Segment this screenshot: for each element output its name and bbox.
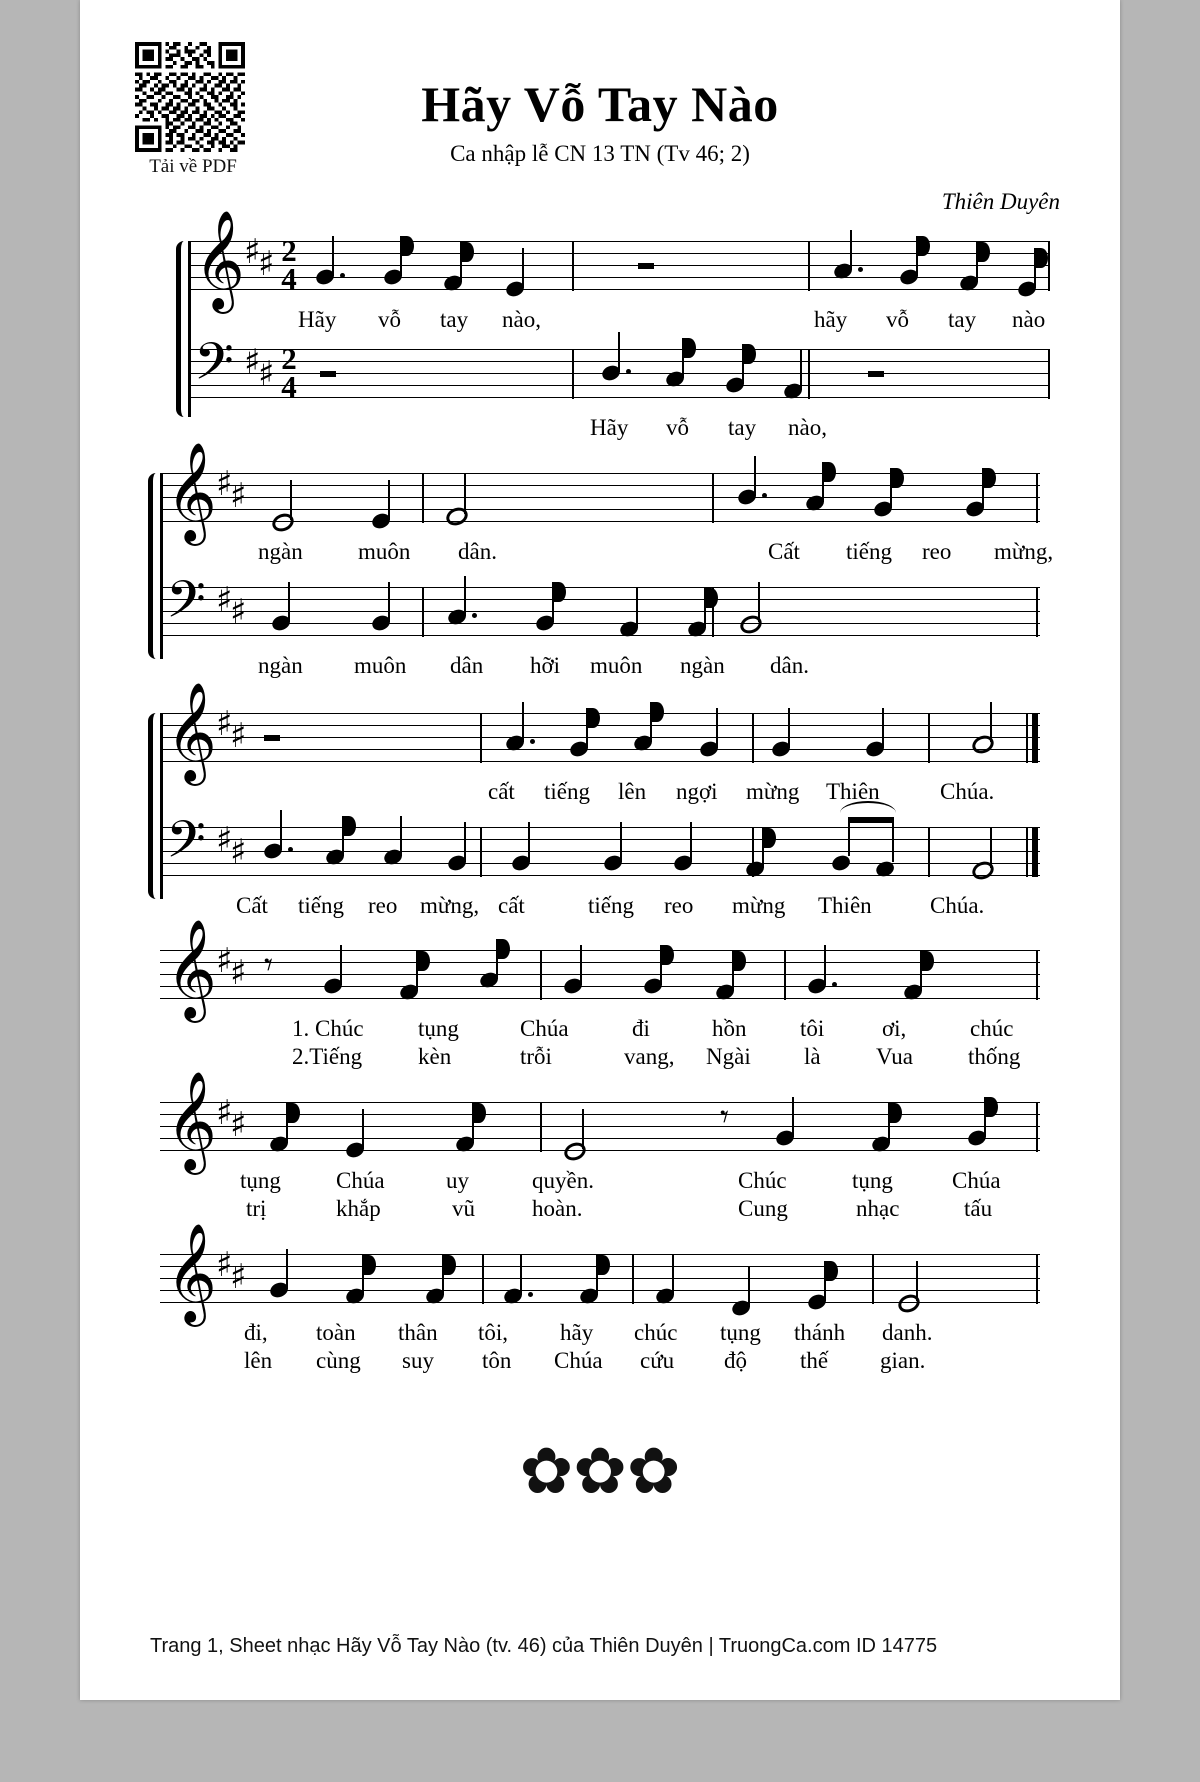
sharp-icon: ♯ [258, 243, 275, 284]
staff-treble-2 [160, 441, 1040, 542]
sharp-icon: ♯ [216, 579, 233, 620]
bass-clef-icon: 𝄢 [166, 808, 206, 882]
sharp-icon: ♯ [230, 475, 247, 516]
sharp-icon: ♯ [216, 940, 233, 981]
music-system-6: 𝄞 ♯ ♯ đi, toàn thân tôi, hãy chúc tụng thánh danh. lên cùng suy tôn Chúa cứu độ thế gian. [140, 1250, 1060, 1380]
decorative-ornament-icon: ✿✿✿ [519, 1434, 681, 1509]
sharp-icon: ♯ [216, 1244, 233, 1285]
staff-bass-1 [188, 330, 1050, 405]
qr-code-icon[interactable] [135, 42, 245, 152]
staff-bass-2 [160, 568, 1040, 642]
staff-treble-3 [160, 681, 1040, 782]
sharp-icon: ♯ [258, 353, 275, 394]
music-system-5: 𝄞 ♯ ♯ 𝄾 tụng Chúa uy quyền. Chúc tụng Chúa trị khắp vũ hoàn. Cung nhạc tấu [140, 1098, 1060, 1228]
treble-clef-icon: 𝄞 [166, 681, 217, 782]
sharp-icon: ♯ [230, 952, 247, 993]
sharp-icon: ♯ [216, 703, 233, 744]
treble-clef-icon: 𝄞 [166, 441, 217, 542]
sharp-icon: ♯ [216, 1092, 233, 1133]
sheet-music-page [80, 0, 1120, 1700]
page-title: Hãy Vỗ Tay Nào [421, 76, 779, 132]
sharp-icon: ♯ [230, 831, 247, 872]
eighth-rest-icon: 𝄾 [720, 1096, 730, 1137]
treble-clef-icon: 𝄞 [166, 918, 217, 1019]
music-system-1: 𝄞 ♯ ♯ 2 4 Hãy vỗ tay nào, hãy vỗ tay nào 𝄢 ♯ ♯ 2 4 Hãy vỗ tay nào, [150, 237, 1050, 437]
music-system-3: 𝄞 ♯ ♯ cất tiếng lên ngợi mừng Thiên Chúa. 𝄢 ♯ ♯ Cất tiếng reo mừng, cất tiếng reo mừng Thiên Chúa. [140, 709, 1060, 924]
page-footer: Trang 1, Sheet nhạc Hãy Vỗ Tay Nào (tv. 46) của Thiên Duyên | TruongCa.com ID 14775 [150, 1635, 938, 1657]
sharp-icon: ♯ [216, 463, 233, 504]
staff-treble-1 [188, 209, 1050, 310]
treble-clef-icon: 𝄞 [166, 1222, 217, 1323]
time-signature: 2 4 [281, 340, 297, 405]
sharp-icon: ♯ [244, 341, 261, 382]
composer-name: Thiên Duyên [941, 188, 1060, 214]
bass-clef-icon: 𝄢 [194, 330, 234, 404]
sharp-icon: ♯ [230, 1256, 247, 1297]
qr-code-block[interactable] [135, 42, 251, 178]
sharp-icon: ♯ [230, 715, 247, 756]
sharp-icon: ♯ [230, 591, 247, 632]
bass-clef-icon: 𝄢 [166, 568, 206, 642]
staff-bass-3 [160, 808, 1040, 882]
sharp-icon: ♯ [244, 231, 261, 272]
eighth-rest-icon: 𝄾 [264, 944, 274, 985]
page-subtitle: Ca nhập lễ CN 13 TN (Tv 46; 2) [450, 140, 750, 166]
treble-clef-icon: 𝄞 [166, 1070, 217, 1171]
qr-download-label[interactable]: Tải về PDF [149, 156, 237, 177]
music-system-2: 𝄞 ♯ ♯ ngàn muôn dân. Cất tiếng reo mừng, 𝄢 ♯ ♯ ngàn muôn dân hỡi muôn ngàn dân. [140, 469, 1060, 679]
sharp-icon: ♯ [216, 819, 233, 860]
sharp-icon: ♯ [230, 1104, 247, 1145]
time-signature: 2 4 [281, 232, 297, 297]
treble-clef-icon: 𝄞 [194, 209, 245, 310]
music-system-4: 𝄞 ♯ ♯ 𝄾 1. Chúc tụng Chúa đi hồn tôi ơi, chúc 2.Tiếng kèn trỗi vang, Ngài là Vua thống [140, 946, 1060, 1076]
